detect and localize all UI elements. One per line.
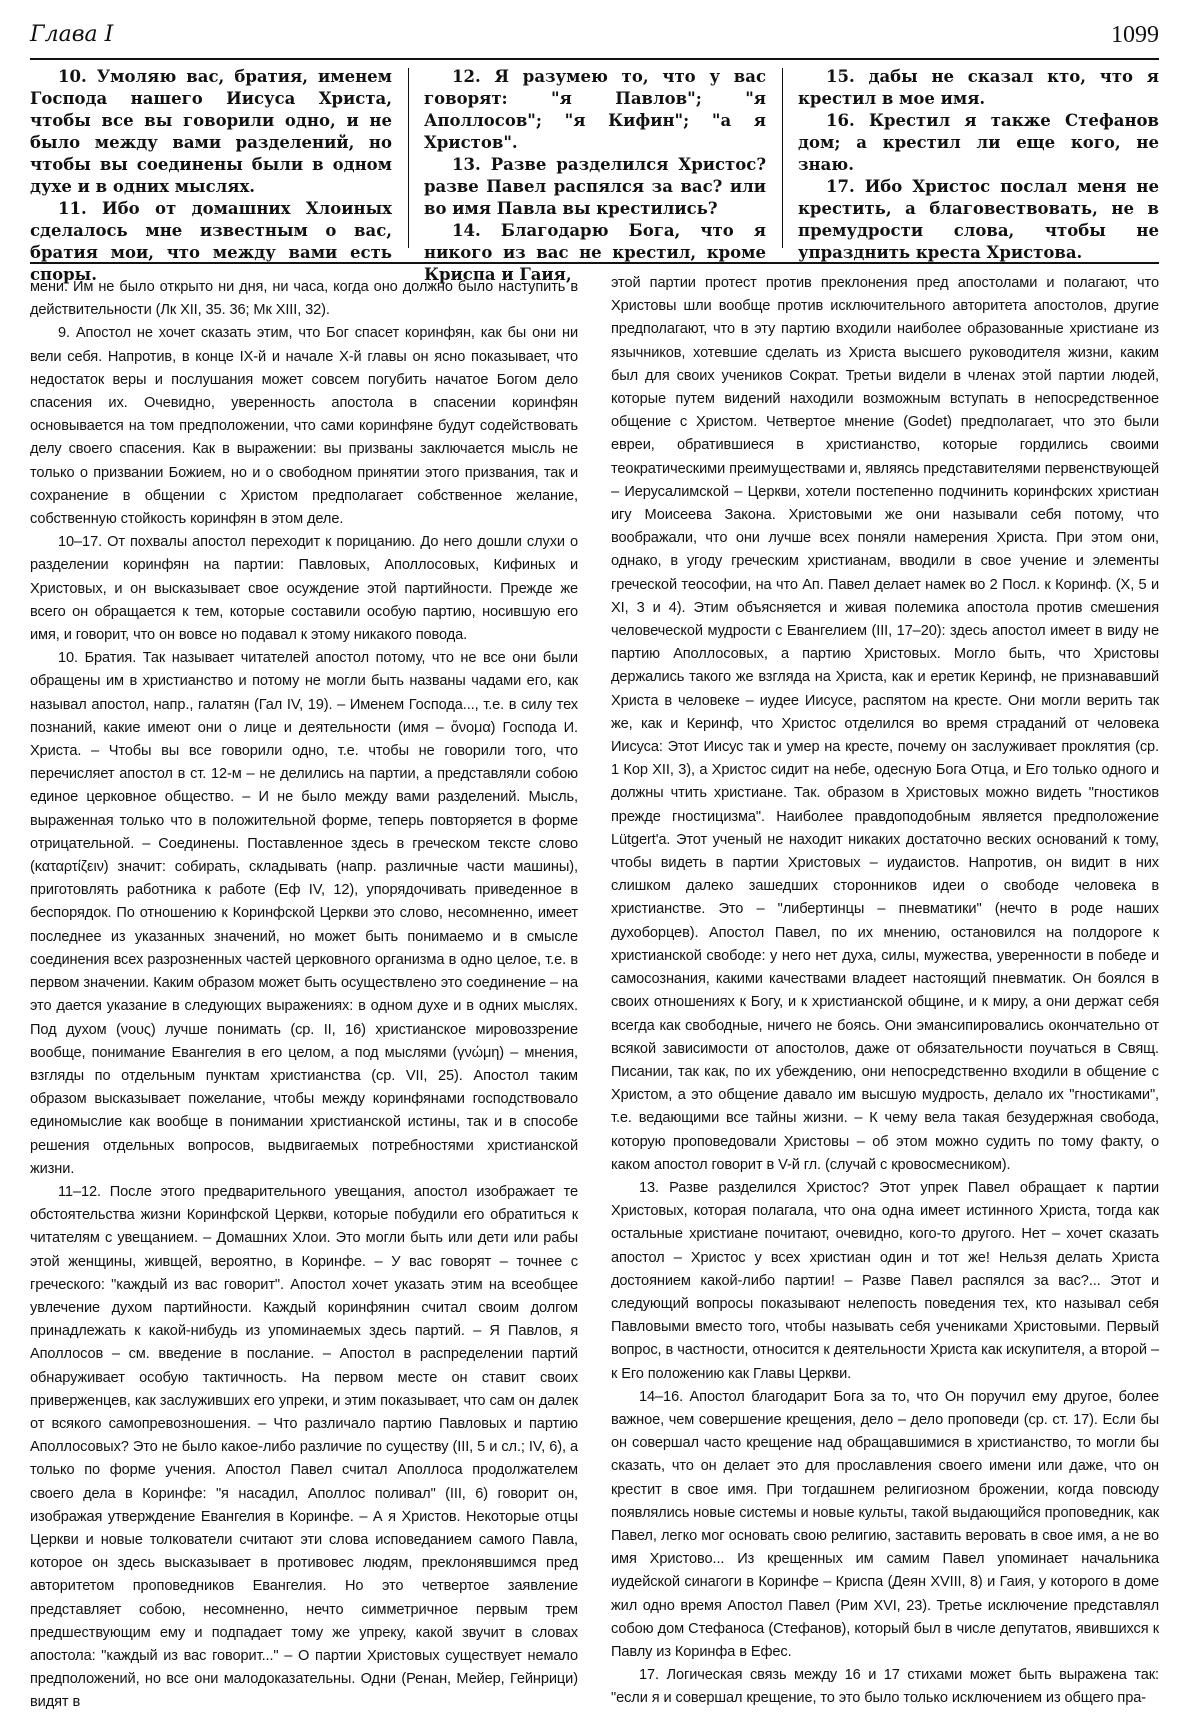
verse-10: 10. Умоляю вас, братия, именем Господа нашего Иисуса Христа, чтобы все вы говорили одно, и не было между вами разделений, но чтобы вы соединены были в одном духе и в одних мыслях. — [30, 67, 392, 196]
commentary-paragraph: 10–17. От похвалы апостол переходит к порицанию. До него дошли слухи о разделении коринфян на партии: Павловых, Аполлосовых, Кифиных и Христовых, и он высказывает свое осуждение этой партийности. Прежде же всего он обращается к тем, которые составили особую партию, носившую его имя, и говорит, что он вовсе но подавал к этому никакого повода. — [30, 534, 578, 644]
commentary-paragraph: 9. Апостол не хочет сказать этим, что Бог спасет коринфян, как бы они ни вели себя. Напротив, в конце IX-й и начале X-й главы он ясно показывает, что недостаток веры и послушания может совсем погубить начатое Богом дело спасения их. Очевидно, уверенность апостола в спасении коринфян основывается на том предположении, что сами коринфяне будут содействовать делу своего спасения. Как в выражении: вы призваны заключается мысль не только о призвании Божием, но и о свободном принятии этого призвания, так и сохранение в общении с Христом предполагает собственное желание, собственную стойкость коринфян в этом деле. — [30, 325, 578, 528]
scripture-column-2 — [424, 66, 766, 284]
commentary-paragraph: 10. Братия. Так называет читателей апостол потому, что не все они были обращены им в христианство и потому не могли быть названы чадами его, как называл апостол, напр., галатян (Гал IV, 19). – Именем Господа..., т.е. в силу тех познаний, какие имеют они о лице и деятельности (имя – ὄνομα) Господа И. Христа. – Чтобы вы все говорили одно, т.е. чтобы не говорили того, что перечисляет апостол в ст. 12-м – не делились на партии, а представляли собою единое церковное общество. – И не было между вами разделений. Мысль, выраженная только что в положительной форме, теперь повторяется в форме отрицательной. – Соединены. Поставленное здесь в греческом тексте слово (καταρτίζειν) значит: собирать, складывать (напр. различные части машины), приготовлять работника к работе (Еф IV, 12), упорядочивать приведенное в беспорядок. По отношению к Коринфской Церкви это слово, несомненно, имеет последнее из указанных значений, но может быть понимаемо и в смысле соединения всех разрозненных частей церковного организма в одно целое, т.е. в первом значении. Каким образом может быть осуществлено это соединение – на это дается указание в следующих выражениях: в одном духе и в одних мыслях. Под духом (νους) лучше понимать (ср. II, 16) христианское мировоззрение вообще, понимание Евангелия в его целом, а под мыслями (γνώμη) – мнения, взгляды по отдельным пунктам христианства (ср. VII, 25). Апостол таким образом высказывает пожелание, чтобы между коринфянами господствовало единомыслие как вообще в понимании христианской истины, так и в способе решения отдельных вопросов, выдвигаемых потребностями христианской жизни. — [30, 650, 578, 1177]
column-divider — [782, 68, 783, 248]
commentary-text — [30, 275, 1159, 1711]
verse-17: 17. Ибо Христос послал меня не крестить, а благовествовать, не в премудрости слова, чтобы не упразднить креста Христова. — [798, 177, 1159, 262]
section-separator — [30, 262, 1159, 264]
commentary-paragraph: этой партии протест против преклонения пред апостолами и полагают, что Христовы шли вообще против исключительного авторитета апостолов, другие предполагают, что в эту партию входили наиболее образованные христиане из язычников, хотевшие сделать из Христа высшего руководителя жизни, каким был для своих учеников Сократ. Третьи видели в членах этой партии людей, которые путем видений находили возможным вступать в непосредственное общение с Христом. Четвертое мнение (Godet) предполагает, что это были евреи, обратившиеся в христианство, которые гордились своими теократическими преимуществами и, являясь представителями первенствующей – Иерусалимской – Церкви, хотели постепенно подчинить коринфских христиан игу Моисеева Закона. Христовыми же они называли себя потому, что воображали, что они лучше всех поняли намерения Христа. При этом они, однако, в угоду греческим христианам, вводили в свое учение и элементы греческой теософии, на что Ап. Павел делает намек во 2 Посл. к Коринф. (X, 5 и XI, 3 и 4). Этим объясняется и живая полемика апостола против смешения человеческой мудрости с Евангелием (III, 17–20): здесь апостол имеет в виду не партию Аполлосовых, а партию Христовых. Могло быть, что Христовы держались такого же взгляда на Христа, как и еретик Керинф, не признававший Христа в человеке – иудее Иисусе, распятом на кресте. Они могли верить так же, как и Керинф, что Христос отделился во время страданий от человека Иисуса: Этот Иисус так и умер на кресте, почему он заслуживает проклятия (ср. 1 Кор XII, 3), а Христос сидит на небе, одесную Бога Отца, и Его только одного и должны чтить христиане. Так. образом в Христовых можно видеть "гностиков прежде гностицизма". Наиболее правдоподобным является предположение Lütgert'a. Этот ученый не находит никаких достаточно веских оснований к тому, чтобы видеть в партии Христовых – иудаистов. Напротив, он видит в них слишком далеко зашедших сторонников идеи о свободе человека в христианстве. Это – "либертинцы – пневматики" (нечто в роде наших духоборцев). Апостол Павел, по их мнению, остановился на полдороге к христианской свободе: у него нет духа, силы, мужества, уверенности в победе и самосознания, какими качествами владеет настоящий пневматик. Он боялся в своих отношениях к Богу, и к христианской общине, и к миру, а они держат себя всегда как свободные, ничего не боясь. Они эмансипировались окончательно от всякой зависимости от апостолов, даже от обязательности поучаться в Свящ. Писании, так как, по их убеждению, они непосредственно входили в общение с Христом, а это общение давало им высшую мудрость, делало их "гностиками", т.е. ведающими все тайны жизни. – К чему вела такая безудержная свобода, которую проповедовали Христовы – об этом можно судить по тому факту, о каком апостол говорит в V-й гл. (случай с кровосмесником). — [611, 275, 1159, 1173]
verse-13: 13. Разве разделился Христос? разве Павел распялся за вас? или во имя Павла вы крестились? — [424, 155, 766, 218]
scripture-text — [30, 66, 1159, 284]
chapter-title: Глава I — [30, 22, 114, 47]
page-number: 1099 — [1111, 22, 1159, 48]
verse-16: 16. Крестил я также Стефанов дом; а крестил ли еще кого, не знаю. — [798, 111, 1159, 174]
commentary-paragraph: 14–16. Апостол благодарит Бога за то, что Он поручил ему другое, более важное, чем совершение крещения, дело – дело проповеди (ср. ст. 17). Если бы он совершал часто крещение над обращавшимися в христианство, то могли бы сказать, что он делает это для прославления своего имени или даже, что он крестит в свое имя. При тогдашнем религиозном брожении, когда повсюду появлялись новые системы и новые культы, такой выдающийся проповедник, как Павел, легко мог основать свою религию, заставить веровать в свое имя, а не во имя Христово... Из крещенных им самим Павел упоминает начальника иудейской синагоги в Коринфе – Криспа (Деян XVIII, 8) и Гаия, у которого в доме жил одно время Апостол Павел (Рим XVI, 23). Третье исключение представлял собою дом Стефаноса (Стефанов), который был в числе депутатов, явившихся к Павлу из Коринфа в Ефес. — [611, 1388, 1159, 1660]
scripture-column-3 — [798, 66, 1159, 262]
verse-14: 14. Благодарю Бога, что я никого из вас не крестил, кроме Криспа и Гаия, — [424, 221, 766, 284]
scripture-column-1 — [30, 66, 392, 284]
commentary-column-right — [611, 272, 1159, 1711]
commentary-paragraph: мени. Им не было открыто ни дня, ни часа, когда оно должно было наступить в действительности (Лк XII, 35. 36; Мк XIII, 32). — [30, 279, 578, 319]
verse-11: 11. Ибо от домашних Хлоиных сделалось мне известным о вас, братия мои, что между вами есть споры. — [30, 199, 392, 284]
verse-15: 15. дабы не сказал кто, что я крестил в мое имя. — [798, 67, 1159, 108]
commentary-paragraph: 11–12. После этого предварительного увещания, апостол изображает те обстоятельства жизни Коринфской Церкви, которые побудили его обратиться к читателям с увещанием. – Домашних Хлои. Это могли быть или дети или рабы этой женщины, живщей, вероятно, в Коринфе. – У вас говорят – точнее с греческого: "каждый из вас говорит". Апостол хочет указать этим на всеобщее увлечение духом партийности. Каждый коринфянин считал своим долгом принадлежать к какой-нибудь из упоминаемых здесь партий. – Я Павлов, я Аполлосов – см. введение в послание. – Апостол в распределении партий обнаруживает особую тактичность. На первом месте он ставит своих приверженцев, как заслуживших его упреки, и этим показывает, что сам он далек от всякого самопревозношения. – Что различало партию Павловых и партию Аполлосовых? Это не было какое-либо различие по существу (III, 5 и сл.; IV, 6), а только по форме учения. Апостол Павел считал Аполлоса продолжателем своего дела в Коринфе: "я насадил, Аполлос поливал" (III, 6) говорит он, изображая утверждение Евангелия в Коринфе. – А я Христов. Некоторые отцы Церкви и новые толкователи считают эти слова исповеданием самого Павла, которое он здесь высказывает в противовес людям, преклонявшимся пред авторитетом проповедников Евангелия. Но это четвертое заявление представляет собою, несомненно, нечто симметричное первым трем предшествующим ему и подпадает тому же упреку, какой звучит в словах апостола: "каждый из вас говорит..." – О партии Христовых существует немало предположений, но все они малодоказательны. Одни (Ренан, Мейер, Гейнрици) видят в — [30, 1183, 578, 1711]
commentary-paragraph: 13. Разве разделился Христос? Этот упрек Павел обращает к партии Христовых, которая полагала, что она одна имеет истинного Христа, тогда как остальные христиане почитают, очевидно, кого-то другого. Нет – хочет сказать апостол – Христос у всех христиан один и тот же! Нельзя делать Христа достоянием какой-либо партии! – Разве Павел распялся за вас?... Этот и следующий вопросы показывают нелепость поведения тех, кто называл себя Павловыми вместо того, чтобы называть себя учениками Христовыми. Первый вопрос, в частности, относится к деятельности Христа как искупителя, а второй – к Его положению как Главы Церкви. — [611, 1179, 1159, 1382]
column-divider — [408, 68, 409, 248]
commentary-paragraph: 17. Логическая связь между 16 и 17 стихами может быть выражена так: "если я и совершал крещение, то это было только исключением из общего пра- — [611, 1667, 1159, 1707]
running-header — [30, 18, 1159, 60]
commentary-column-left — [30, 276, 578, 1715]
verse-12: 12. Я разумею то, что у вас говорят: "я Павлов"; "я Аполлосов"; "я Кифин"; "а я Христов". — [424, 67, 766, 152]
